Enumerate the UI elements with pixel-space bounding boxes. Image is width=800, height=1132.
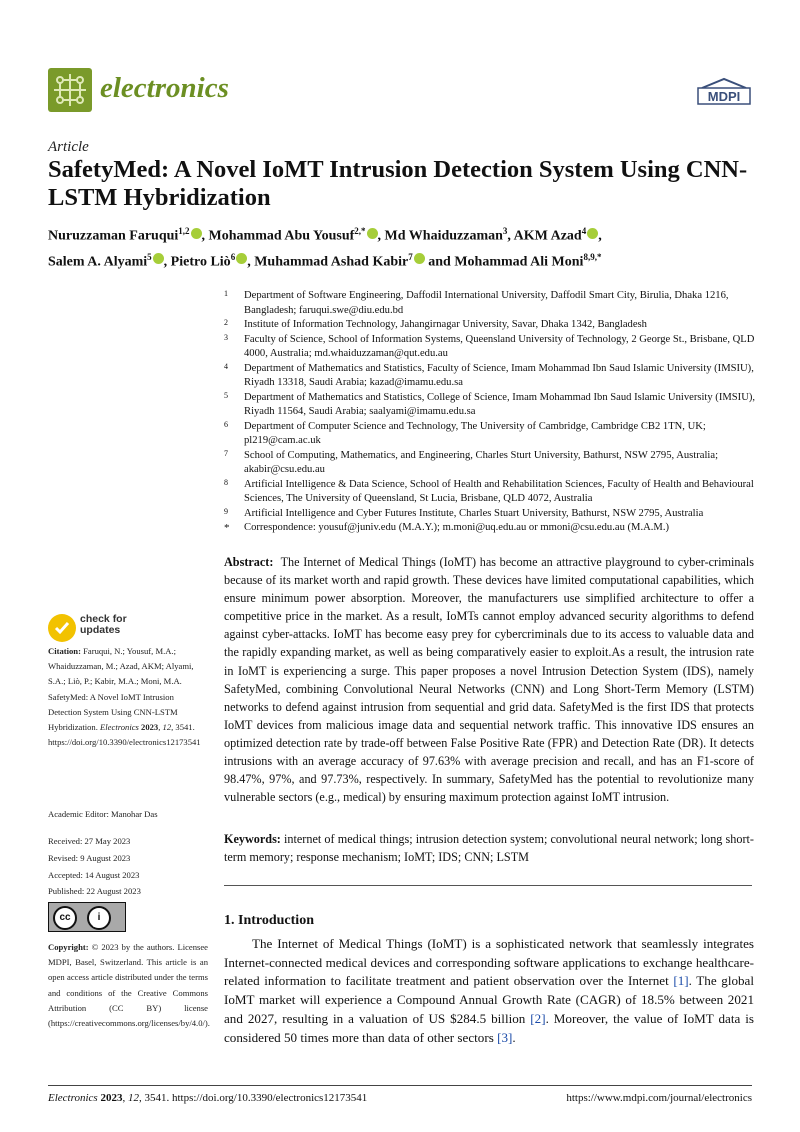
reference-link[interactable]: [1] (673, 973, 689, 989)
copyright-block: Copyright: © 2023 by the authors. Licensee MDPI, Basel, Switzerland. This article is an open access article distributed under the terms and conditions of the Creative Commons Attribution (CC BY) license (https://creativecommons.org/licenses/by/4.0/). (48, 942, 210, 1029)
orcid-icon[interactable] (414, 253, 425, 264)
affiliation-7: 7 School of Computing, Mathematics, and Engineering, Charles Sturt University, Bathurst, NSW 2795, Australia; akabir@csu.edu.au (224, 448, 719, 475)
section-heading: 1. Introduction (224, 913, 314, 928)
author-line-2: Salem A. Alyami$^5$ , Pietro Liò$^6$ , Muhammad Ashad Kabir$^7$ and Mohammad Ali Moni$^{8,9,*}$ (48, 251, 602, 270)
affiliation-8: 8 Artificial Intelligence & Data Science, School of Health and Rehabilitation Sciences, Faculty of Health and Behavioural Sciences, The University of Queensland, St Lucia, Brisbane, QLD 4072, Australia (224, 477, 754, 504)
orcid-icon[interactable] (236, 253, 247, 264)
cc-by-license-icon[interactable]: cc i BY (48, 902, 126, 932)
mdpi-logo (694, 76, 754, 113)
orcid-icon[interactable] (367, 228, 378, 239)
reference-link[interactable]: [2] (530, 1010, 546, 1026)
affiliation-9: 9 Artificial Intelligence and Cyber Futures Institute, Charles Stuart University, Bathurst, NSW 2795, Australia (224, 506, 704, 519)
footer-citation: Electronics 2023, 12, 3541. https://doi.org/10.3390/electronics12173541 (48, 1092, 368, 1104)
received-date: Received: 27 May 2023 (48, 836, 131, 846)
journal-name: electronics (100, 72, 229, 104)
orcid-icon[interactable] (153, 253, 164, 264)
svg-text:MDPI: MDPI (707, 89, 741, 104)
affiliation-3: 3 Faculty of Science, School of Information Systems, Queensland University of Technology, 2 George St., Brisbane, QLD 4000, Australia; md.whaiduzzaman@qut.edu.au (224, 332, 755, 359)
affiliation-6: 6 Department of Computer Science and Technology, The University of Cambridge, Cambridge CB2 1TN, UK; pl219@cam.ac.uk (224, 419, 706, 446)
abstract: Abstract: The Internet of Medical Things (IoMT) has become an attractive playground to cyber-criminals because of its market worth and rapid growth. These devices have limited computational capabilities, which ensure minimum power absorption. Moreover, the manufacturers use simplified architecture to offer a competitive price in the market. As a result, IoMTs cannot employ advanced security algorithms to defend against cyber-attacks. IoMT has become easy prey for cybercriminals due to its access to valuable data and the rapidly expanding market, as well as being comparatively easier to exploit.As a result, the intrusion rate in IoMT is experiencing a surge. This paper proposes a novel Intrusion Detection System (IDS), namely SafetyMed, combining Convolutional Neural Networks (CNN) and Long Short-Term Memory (LSTM) networks to defend against intrusion from sequential and grid data. SafetyMed is the first IDS that protects IoMT devices from malicious image data and sequential network traffic. This innovative IDS ensures an optimized detection rate by trade-off between False Positive Rate (FPR) and Detection Rate (DR). It detects intrusions with an average accuracy of 97.63% with average precision and recall, and has an F1-score of 98.47%, 97%, and 97.73%, respectively. In summary, SafetyMed has the potential to revolutionize many vulnerable sectors (e.g., medical) by ensuring maximum protection against IoMT intrusion. (224, 555, 755, 805)
orcid-icon[interactable] (191, 228, 202, 239)
academic-editor: Academic Editor: Manohar Das (48, 809, 158, 819)
published-date: Published: 22 August 2023 (48, 886, 141, 896)
article-title: SafetyMed: A Novel IoMT Intrusion Detection System Using CNN-LSTM Hybridization (48, 156, 748, 211)
footer-divider (48, 1085, 752, 1086)
check-updates-icon (48, 614, 76, 642)
citation-block: Citation: Faruqui, N.; Yousuf, M.A.; Whaiduzzaman, M.; Azad, AKM; Alyami, S.A.; Liò, P.; Kabir, M.A.; Moni, M.A. SafetyMed: A Novel IoMT Intrusion Detection System Using CNN-LSTM Hybridization. Electronics 2023, 12, 3541. https://doi.org/10.3390/electronics12173541 (48, 646, 201, 748)
divider (224, 885, 752, 886)
affiliation-4: 4 Department of Mathematics and Statistics, Faculty of Science, Imam Mohammad Ibn Saud Islamic University (IMSIU), Riyadh 13318, Saudi Arabia; kazad@imamu.edu.sa (224, 361, 754, 388)
check-for-updates-button[interactable]: check for updates (48, 612, 158, 648)
author-line-1: Nuruzzaman Faruqui$^{1,2}$ , Mohammad Abu Yousuf$^{2,*}$ , Md Whaiduzzaman$^3$, AKM Azad$^4$ , (48, 226, 602, 244)
keywords: Keywords: internet of medical things; intrusion detection system; convolutional neural network; long short-term memory; response mechanism; IoMT; IDS; CNN; LSTM (224, 832, 754, 865)
footer-journal-url[interactable]: https://www.mdpi.com/journal/electronics (566, 1092, 752, 1104)
accepted-date: Accepted: 14 August 2023 (48, 870, 140, 880)
correspondence: * Correspondence: yousuf@juniv.edu (M.A.Y.); m.moni@uq.edu.au or mmoni@csu.edu.au (M.A.M.) (224, 522, 670, 534)
affiliations (224, 289, 764, 536)
affiliation-1: 1 Department of Software Engineering, Daffodil International University, Daffodil Smart City, Birulia, Dhaka 1216, Bangladesh; faruqui.swe@diu.edu.bd (224, 289, 729, 316)
orcid-icon[interactable] (587, 228, 598, 239)
affiliation-2: 2 Institute of Information Technology, Jahangirnagar University, Savar, Dhaka 1342, Bangladesh (224, 318, 647, 330)
affiliation-5: 5 Department of Mathematics and Statistics, College of Science, Imam Mohammad Ibn Saud Islamic University (IMSIU), Riyadh 11564, Saudi Arabia; saalyami@imamu.edu.sa (224, 390, 756, 417)
reference-link[interactable]: [3] (497, 1029, 513, 1045)
person-icon: i (87, 906, 111, 930)
introduction-body: The Internet of Medical Things (IoMT) is a sophisticated network that seamlessly integrates Internet-connected medical devices and corresponding software applications to exchange healthcare-related information to facilitate treatment and patient observation over the Internet [1]. The global IoMT market will experience a Compound Annual Growth Rate (CAGR) of 18.5% between 2021 and 2027, resulting in a valuation of US $284.5 billion [2]. Moreover, the value of IoMT data is considered 50 times more than data of other sectors [3]. (224, 936, 754, 1045)
article-type: Article (48, 139, 89, 155)
author-list (48, 221, 768, 272)
revised-date: Revised: 9 August 2023 (48, 853, 131, 863)
journal-logo-icon (48, 68, 92, 112)
